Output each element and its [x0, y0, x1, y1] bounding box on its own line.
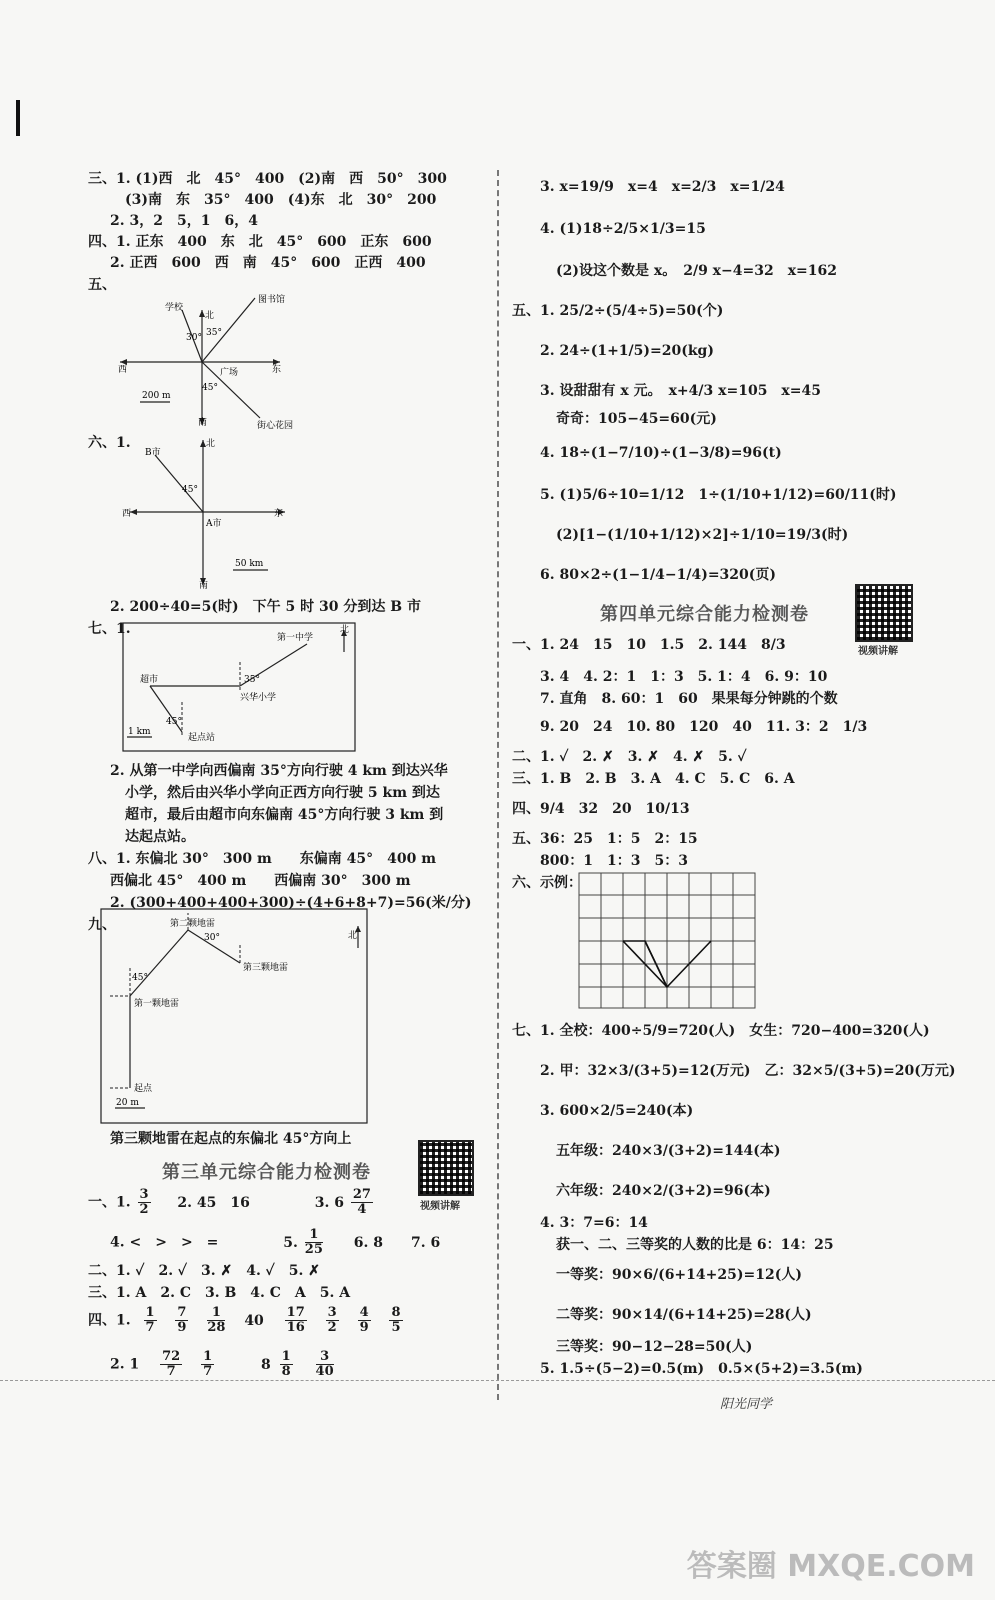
answer-text: 3. 6 — [314, 1194, 344, 1211]
qr-code[interactable] — [855, 584, 913, 642]
map-label: 45° — [166, 717, 182, 727]
map-label: 南 — [199, 581, 209, 590]
fraction: $\frac{1}{28}$ — [207, 1305, 226, 1335]
answer-line: 一、1. 24 15 10 1.5 2. 144 8/3 — [512, 637, 786, 653]
fraction: $\frac{3}{40}$ — [315, 1349, 334, 1379]
answer-line: 二等奖：90×14/(6+14+25)=28(人) — [556, 1307, 812, 1323]
answer-line — [88, 1306, 405, 1335]
answer-line: 三、1. (1)西 北 45° 400 (2)南 西 50° 300 — [88, 171, 447, 187]
answer-line: 达起点站。 — [125, 829, 195, 845]
map-label: 西 — [122, 509, 132, 519]
map-label: 北 — [205, 311, 215, 321]
answer-line: 二、1. ✓ 2. ✗ 3. ✗ 4. ✗ 5. ✓ — [512, 749, 747, 765]
map-diagram-5 — [110, 290, 340, 430]
answer-line: 获一、二、三等奖的人数的比是 6：14：25 — [556, 1237, 834, 1253]
answer-line: 超市，最后由超市向东偏南 45°方向行驶 3 km 到 — [125, 807, 444, 823]
fraction: $\frac{27}{4}$ — [352, 1187, 371, 1217]
answer-line: 3. 4 4. 2：1 1：3 5. 1：4 6. 9：10 — [540, 669, 828, 685]
answer-line: 2. 3，2 5，1 6，4 — [110, 213, 258, 229]
map-diagram-9 — [100, 908, 370, 1126]
answer-text: 40 — [244, 1312, 264, 1329]
answer-line: 4. 18÷(1−7/10)÷(1−3/8)=96(t) — [540, 445, 782, 461]
answer-line: 三等奖：90−12−28=50(人) — [556, 1339, 753, 1355]
answer-line: 2. (300+400+400+300)÷(4+6+8+7)=56(米/分) — [110, 895, 472, 911]
map-label: 南 — [198, 418, 208, 428]
map-label: 50 km — [235, 559, 264, 569]
answer-line — [88, 1188, 375, 1217]
map-label: 200 m — [142, 391, 171, 401]
answer-line: 3. x=19/9 x=4 x=2/3 x=1/24 — [540, 179, 785, 195]
answer-line: 一等奖：90×6/(6+14+25)=12(人) — [556, 1267, 802, 1283]
map-label: 北 — [340, 625, 350, 635]
fraction: $\frac{1}{7}$ — [145, 1305, 155, 1335]
q-label: 5. — [283, 1234, 298, 1251]
answer-line: 四、9/4 32 20 10/13 — [512, 801, 690, 817]
answer-line — [110, 1228, 440, 1257]
answer-line: 4. 3：7=6：14 — [540, 1215, 648, 1231]
fraction: $\frac{1}{8}$ — [281, 1349, 291, 1379]
map-label: 35° — [244, 675, 260, 685]
fraction: $\frac{72}{7}$ — [162, 1349, 181, 1379]
footer-rule — [0, 1380, 995, 1381]
answer-line: 二、1. ✓ 2. ✓ 3. ✗ 4. ✓ 5. ✗ — [88, 1263, 320, 1279]
fraction: $\frac{1}{7}$ — [203, 1349, 213, 1379]
fraction: $\frac{7}{9}$ — [177, 1305, 187, 1335]
answer-line: 五、1. 25/2÷(5/4÷5)=50(个) — [512, 303, 724, 319]
answer-line: 第三颗地雷在起点的东偏北 45°方向上 — [110, 1131, 352, 1147]
map-label: 北 — [206, 439, 216, 449]
map-label: 第三颗地雷 — [243, 963, 289, 973]
map-label: 超市 — [140, 675, 159, 685]
answer-line: 2. 24÷(1+1/5)=20(kg) — [540, 343, 714, 359]
map-label: 起点 — [134, 1084, 153, 1094]
answer-line: 2. 从第一中学向西偏南 35°方向行驶 4 km 到达兴华 — [110, 763, 448, 779]
fraction: $\frac{3}{2}$ — [327, 1305, 337, 1335]
fraction: $\frac{8}{5}$ — [391, 1305, 401, 1335]
answer-line: 小学，然后由兴华小学向正西方向行驶 5 km 到达 — [125, 785, 440, 801]
map-label: 街心花园 — [257, 421, 294, 430]
map-label: 东 — [274, 509, 284, 519]
answer-line: 三、1. A 2. C 3. B 4. C A 5. A — [88, 1285, 351, 1301]
answer-line: 五、36：25 1：5 2：15 — [512, 831, 698, 847]
map-label: 东 — [272, 365, 282, 375]
answer-line: (2)设这个数是 x。 2/9 x−4=32 x=162 — [556, 263, 838, 279]
map-label: 1 km — [128, 727, 151, 737]
map-diagram-7 — [122, 622, 358, 754]
answer-line — [110, 1350, 336, 1379]
map-label: 45° — [182, 485, 198, 495]
answer-line: 2. 甲：32×3/(3+5)=12(万元) 乙：32×5/(3+5)=20(万元) — [540, 1063, 956, 1079]
answer-line: 5. (1)5/6÷10=1/12 1÷(1/10+1/12)=60/11(时) — [540, 487, 897, 503]
qr-label: 视频讲解 — [858, 646, 898, 657]
qr-label: 视频讲解 — [420, 1201, 460, 1212]
q-label: 四、1. — [88, 1312, 131, 1329]
answer-line: 7. 直角 8. 60：1 60 果果每分钟跳的个数 — [540, 691, 838, 707]
answer-line: 西偏北 45° 400 m 西偏南 30° 300 m — [110, 873, 411, 889]
brand-logo: 阳光同学 — [720, 1397, 773, 1412]
map-label: 45° — [132, 973, 148, 983]
answer-line: 3. 设甜甜有 x 元。 x+4/3 x=105 x=45 — [540, 383, 821, 399]
map-label: 35° — [206, 328, 222, 338]
map-label: 45° — [202, 383, 218, 393]
map-label: 20 m — [116, 1098, 139, 1108]
answer-line: 八、1. 东偏北 30° 300 m 东偏南 45° 400 m — [88, 851, 437, 867]
map-label: B市 — [145, 448, 161, 458]
answer-line: 奇奇：105−45=60(元) — [556, 411, 717, 427]
qr-code[interactable] — [418, 1140, 474, 1196]
map-label: 北 — [348, 931, 358, 941]
answer-line: 4. (1)18÷2/5×1/3=15 — [540, 221, 706, 237]
map-label: 西 — [118, 365, 128, 375]
answer-line: 2. 正西 600 西 南 45° 600 正西 400 — [110, 255, 426, 271]
map-label: A市 — [206, 519, 222, 529]
fraction: $\frac{17}{16}$ — [286, 1305, 305, 1335]
answer-line: 6. 80×2÷(1−1/4−1/4)=320(页) — [540, 567, 777, 583]
answer-line: 2. 200÷40=5(时) 下午 5 时 30 分到达 B 市 — [110, 599, 421, 615]
q-label: 一、1. — [88, 1194, 131, 1211]
answer-line: (3)南 东 35° 400 (4)东 北 30° 200 — [125, 192, 437, 208]
answer-line: 3. 600×2/5=240(本) — [540, 1103, 694, 1119]
map-label: 起点站 — [188, 733, 216, 743]
grid-diagram — [578, 872, 758, 1012]
section-label: 九、 — [88, 917, 116, 933]
answer-text: 4. < > > = — [110, 1234, 219, 1251]
map-diagram-6 — [110, 430, 300, 590]
answer-line: (2)[1−(1/10+1/12)×2]÷1/10=19/3(时) — [556, 527, 849, 543]
map-label: 30° — [186, 333, 202, 343]
map-label: 图书馆 — [258, 295, 286, 305]
fraction: $\frac{1}{25}$ — [304, 1227, 323, 1257]
map-label: 第一中学 — [277, 633, 314, 643]
answer-line: 六年级：240×2/(3+2)=96(本) — [556, 1183, 771, 1199]
fraction: $\frac{4}{9}$ — [359, 1305, 369, 1335]
answer-line: 六、示例： — [512, 875, 582, 891]
answer-text: 8 — [261, 1356, 271, 1373]
fraction: $\frac{3}{2}$ — [139, 1187, 149, 1217]
map-label: 30° — [204, 933, 220, 943]
column-divider — [497, 170, 499, 1400]
map-label: 广场 — [220, 368, 239, 378]
map-label: 第二颗地雷 — [170, 919, 216, 929]
answer-line: 三、1. B 2. B 3. A 4. C 5. C 6. A — [512, 771, 795, 787]
margin-mark — [16, 100, 20, 136]
answer-line: 9. 20 24 10. 80 120 40 11. 3：2 1/3 — [540, 719, 868, 735]
section-header-unit-4: 第四单元综合能力检测卷 — [600, 604, 809, 625]
map-label: 兴华小学 — [240, 693, 277, 703]
answer-line: 四、1. 正东 400 东 北 45° 600 正东 600 — [88, 234, 432, 250]
answer-text: 2. 45 16 — [177, 1194, 250, 1211]
answer-line: 七、1. 全校：400÷5/9=720(人) 女生：720−400=320(人) — [512, 1023, 930, 1039]
map-label: 第一颗地雷 — [134, 999, 180, 1009]
section-header-unit-3: 第三单元综合能力检测卷 — [162, 1162, 371, 1183]
section-label: 七、1. — [88, 621, 131, 637]
watermark: 答案圈 MXQE.COM — [686, 1549, 975, 1584]
section-label: 五、 — [88, 277, 116, 293]
section-label: 六、1. — [88, 435, 131, 451]
answer-line: 5. 1.5÷(5−2)=0.5(m) 0.5×(5+2)=3.5(m) — [540, 1361, 863, 1377]
q-label: 2. 1 — [110, 1356, 140, 1373]
map-label: 学校 — [165, 303, 184, 313]
answer-text: 6. 8 7. 6 — [353, 1234, 441, 1251]
answer-line: 800：1 1：3 5：3 — [540, 853, 688, 869]
answer-line: 五年级：240×3/(3+2)=144(本) — [556, 1143, 781, 1159]
